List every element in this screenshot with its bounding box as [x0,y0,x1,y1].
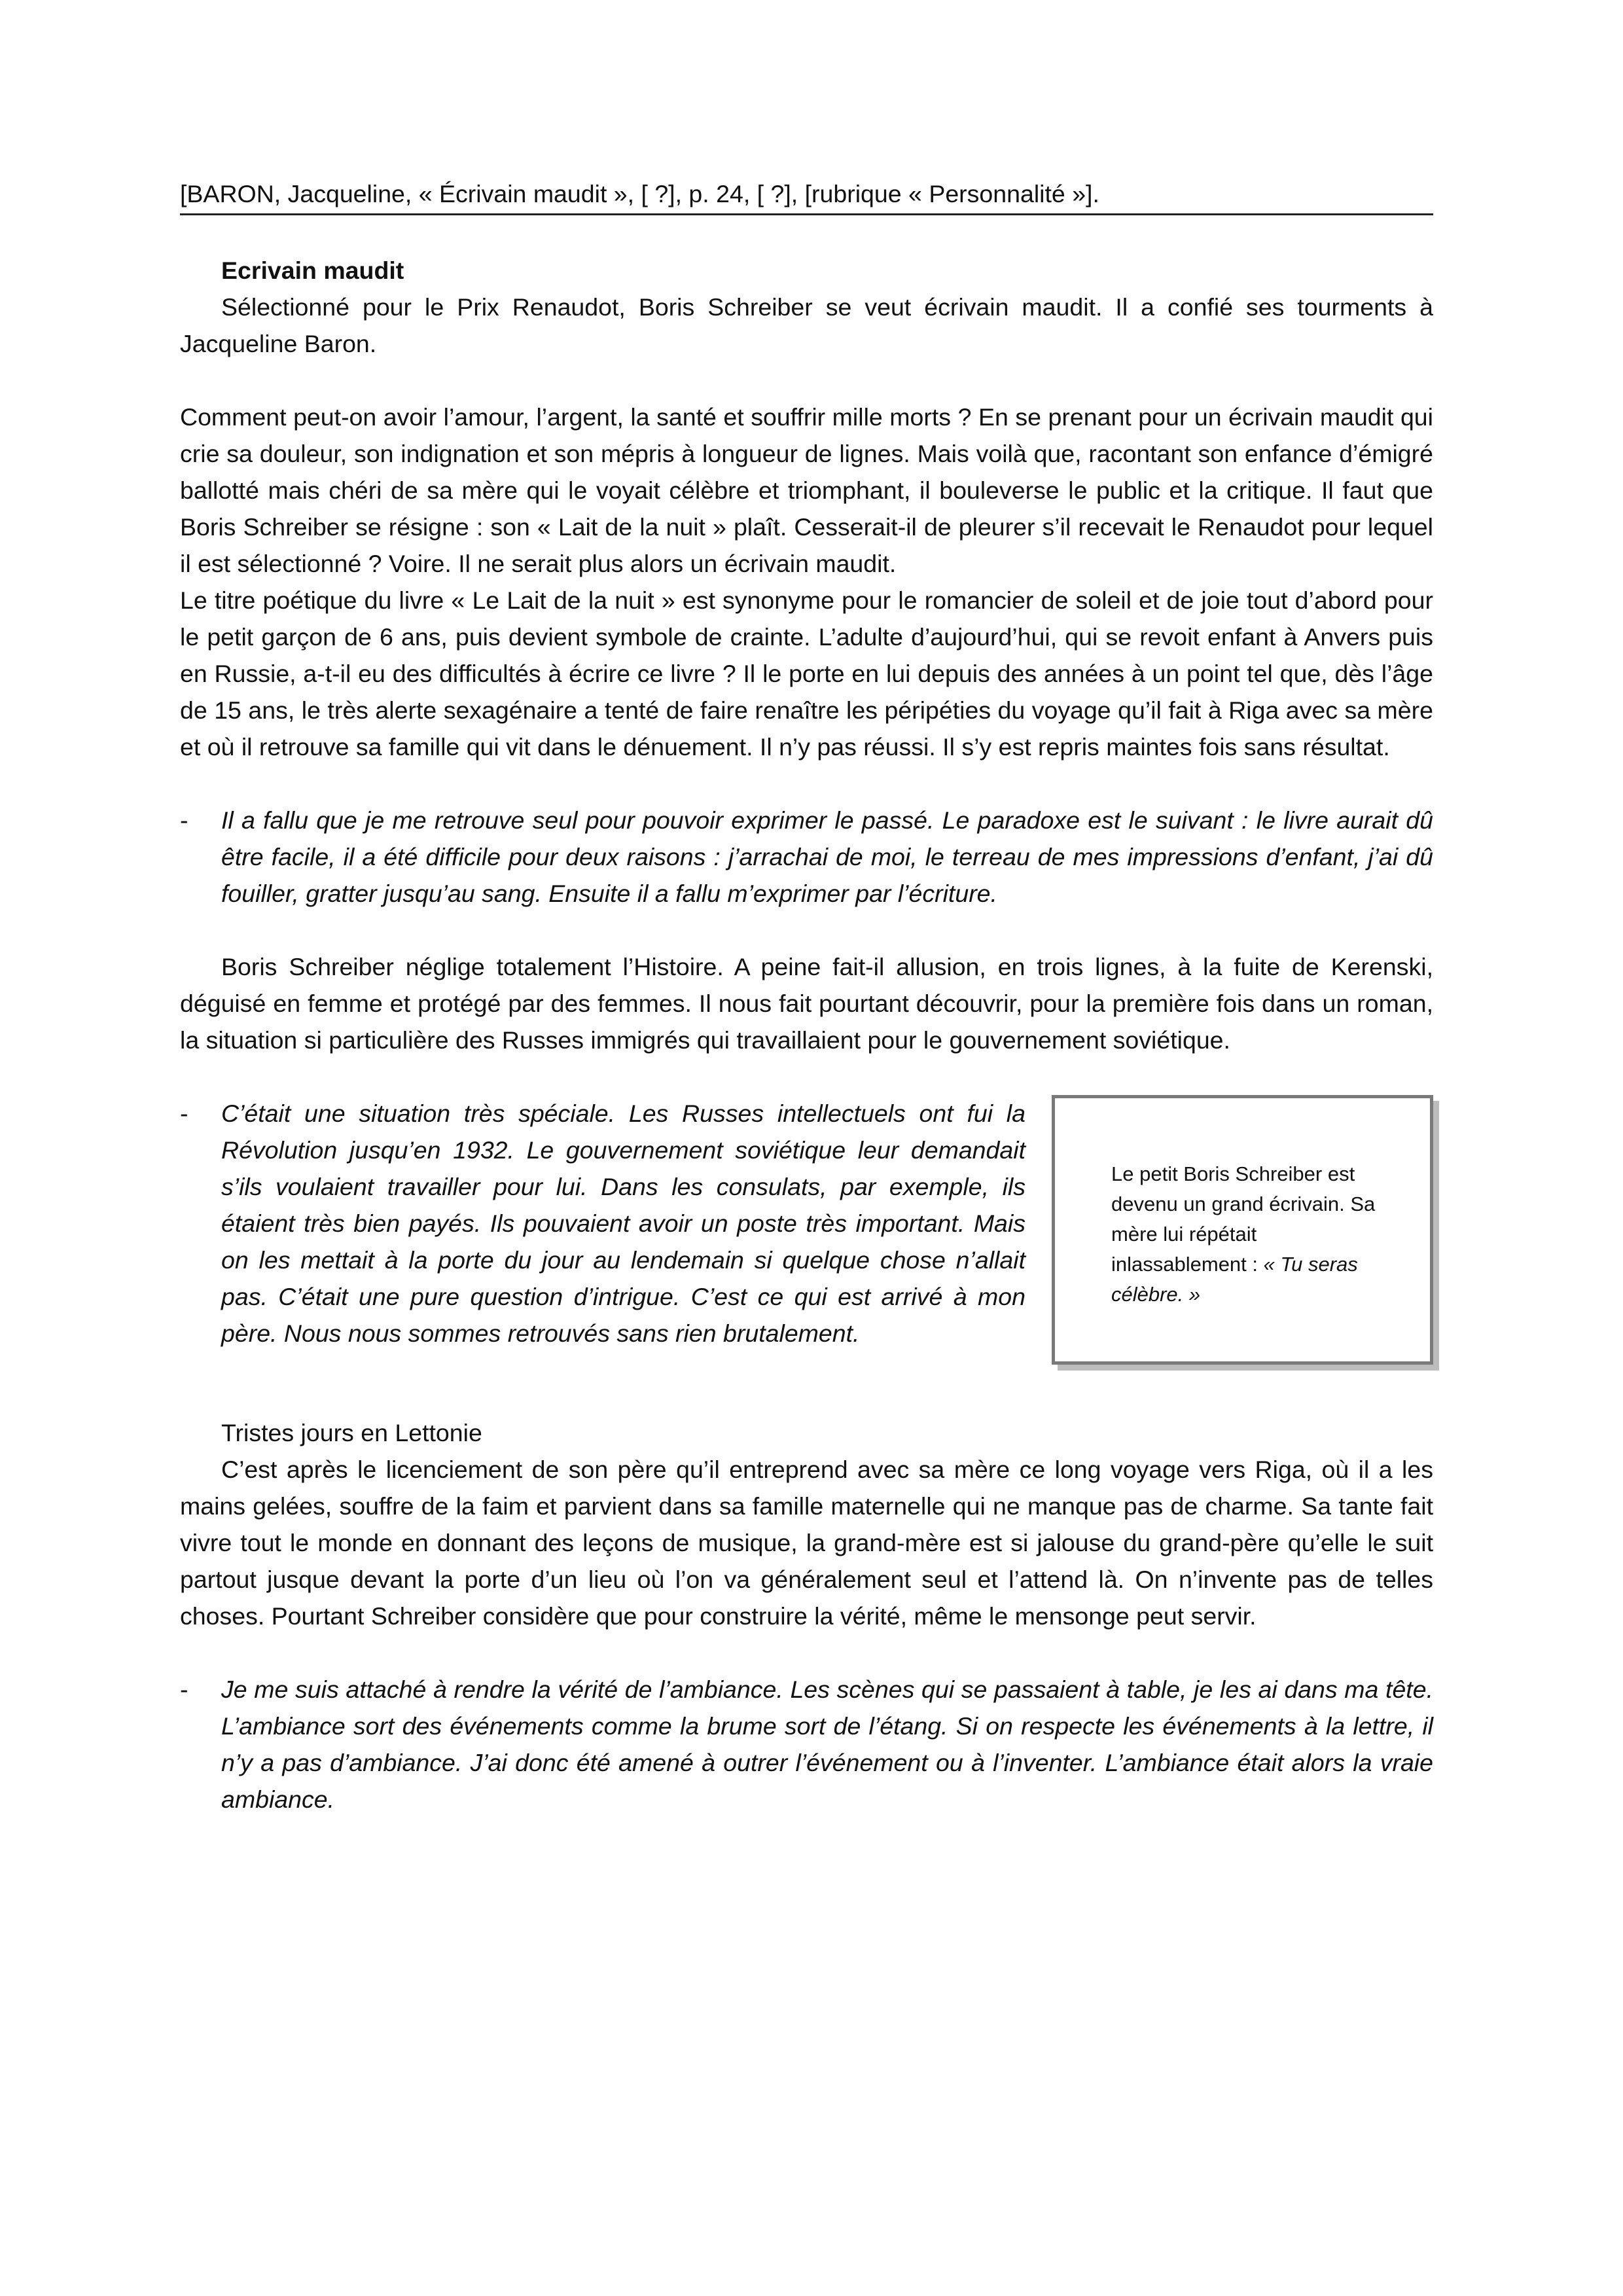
article-lead: Sélectionné pour le Prix Renaudot, Boris Schreiber se veut écrivain maudit. Il a confié ses tourments à Jacqueline Baron. [180,293,1433,357]
body-paragraph-2: Le titre poétique du livre « Le Lait de la nuit » est synonyme pour le romancier de soleil et de joie tout d’abord pour le petit garçon de 6 ans, puis devient symbole de crainte. L’adulte d’aujourd’hui, qui se revoit enfant à Anvers puis en Russie, a-t-il eu des difficultés à écrire ce livre ? Il le porte en lui depuis des années à un point tel que, dès l’âge de 15 ans, le très alerte sexagénaire a tenté de faire renaître les péripéties du voyage qu’il fait à Riga avec sa mère et où il retrouve sa famille qui vit dans le dénuement. Il n’y pas réussi. Il s’y est repris maintes fois sans résultat. [180,586,1433,761]
interview-quote-2 [180,1095,1433,1352]
pull-quote-italic: « Tu seras célèbre. » [1111,1253,1358,1306]
citation-header: [BARON, Jacqueline, « Écrivain maudit », [ ?], p. 24, [ ?], [rubrique « Personnalité »]. [180,175,1433,215]
latvia-paragraph: C’est après le licenciement de son père qu’il entreprend avec sa mère ce long voyage vers Riga, où il a les mains gelées, souffre de la faim et parvient dans sa famille maternelle qui ne manque pas de charme. Sa tante fait vivre tout le monde en donnant des leçons de musique, la grand-mère est si jalouse du grand-père qu’elle le suit partout jusque devant la porte d’un lieu où l’on va généralement seul et l’attend là. On n’invente pas de telles choses. Pourtant Schreiber considère que pour construire la vérité, même le mensonge peut servir. [180,1456,1433,1630]
pull-quote-text: Le petit Boris Schreiber est devenu un grand écrivain. Sa mère lui répétait inlassablement : [1111,1162,1376,1276]
quote-text: C’était une situation très spéciale. Les Russes intellectuels ont fui la Révolution jusqu’en 1932. Le gouvernement soviétique leur demandait s’ils voulaient travailler pour lui. Dans les consulats, par exemple, ils étaient très bien payés. Ils pouvaient avoir un poste très important. Mais on les mettait à la porte du jour au lendemain si quelque chose n’allait pas. C’était une pure question d’intrigue. C’est ce qui est arrivé à mon père. Nous nous sommes retrouvés sans rien brutalement. [221,1100,1026,1347]
interview-quote-3 [180,1671,1433,1818]
document-page [180,175,1433,1818]
history-text: Boris Schreiber néglige totalement l’Histoire. A peine fait-il allusion, en trois lignes, à la fuite de Kerenski, déguisé en femme et protégé par des femmes. Il nous fait pourtant découvrir, pour la première fois dans un roman, la situation si particulière des Russes immigrés qui travaillaient pour le gouvernement soviétique. [180,953,1433,1054]
article-title: Ecrivain maudit [221,257,404,284]
quote-with-sidebox [180,1095,1433,1378]
quote-text: Je me suis attaché à rendre la vérité de l’ambiance. Les scènes qui se passaient à table, je les ai dans ma tête. L’ambiance sort des événements comme la brume sort de l’étang. Si on respecte les événements à la lettre, il n’y a pas d’ambiance. J’ai donc été amené à outrer l’événement ou à l’inventer. L’ambiance était alors la vraie ambiance. [221,1676,1433,1813]
history-paragraph [180,948,1433,1058]
quote-text: Il a fallu que je me retrouve seul pour pouvoir exprimer le passé. Le paradoxe est le suivant : le livre aurait dû être facile, il a été difficile pour deux raisons : j’arrachai de moi, le terreau de mes impressions d’enfant, j’ai dû fouiller, gratter jusqu’au sang. Ensuite il a fallu m’exprimer par l’écriture. [221,806,1433,907]
body-paragraph-1: Comment peut-on avoir l’amour, l’argent, la santé et souffrir mille morts ? En se prenant pour un écrivain maudit qui crie sa douleur, son indignation et son mépris à longueur de lignes. Mais voilà que, racontant son enfance d’émigré ballotté mais chéri de sa mère qui le voyait célèbre et triomphant, il bouleverse le public et la critique. Il faut que Boris Schreiber se résigne : son « Lait de la nuit » plaît. Cesserait-il de pleurer s’il recevait le Renaudot pour lequel il est sélectionné ? Voire. Il ne serait plus alors un écrivain maudit. [180,403,1433,577]
quote-dash: - [180,1100,188,1127]
quote-dash: - [180,806,188,834]
interview-quote-1 [180,802,1433,912]
section-subtitle: Tristes jours en Lettonie [221,1419,482,1446]
quote-dash: - [180,1676,188,1703]
